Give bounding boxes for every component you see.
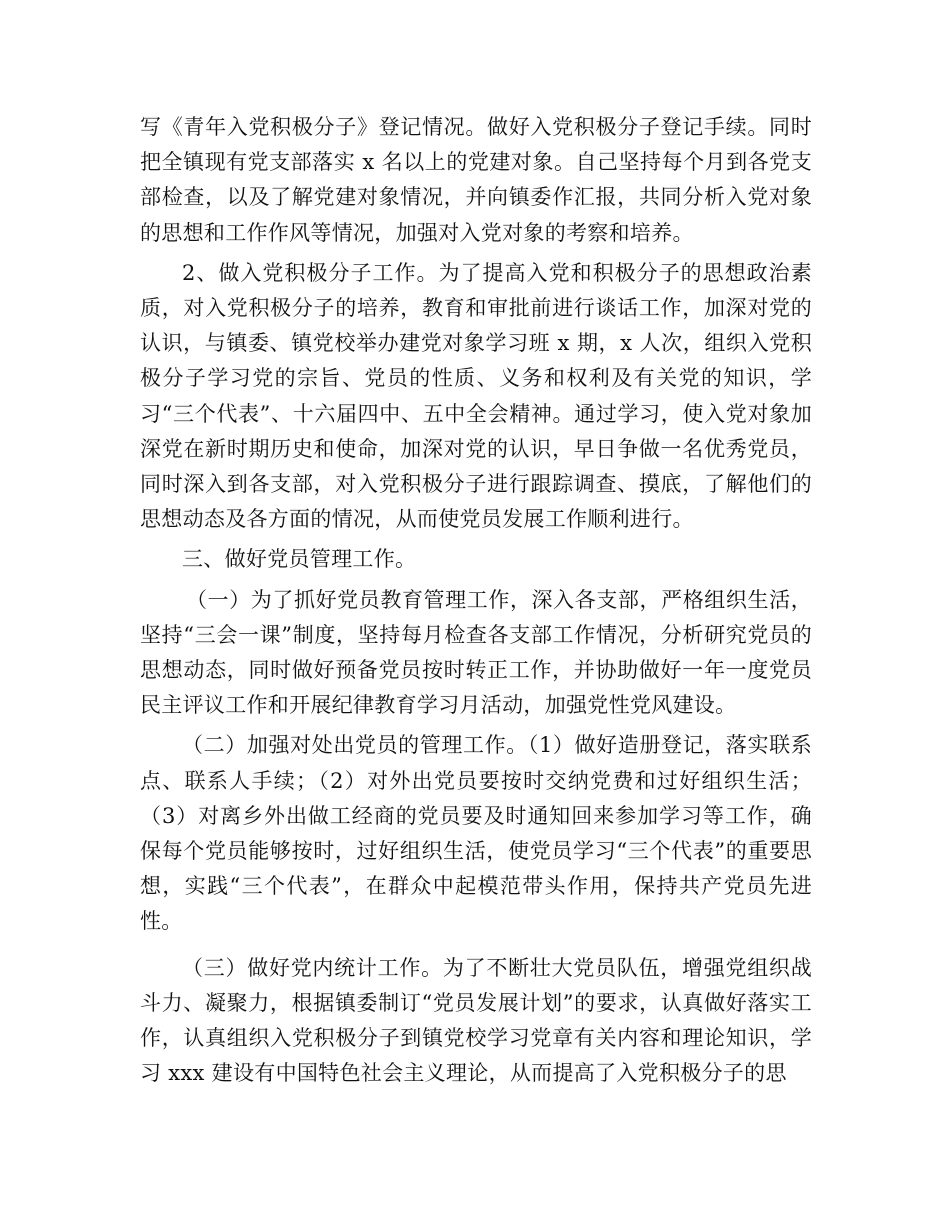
paragraph-continuation: 写《青年入党积极分子》登记情况。做好入党积极分子登记手续。同时把全镇现有党支部落实 x 名以上的党建对象。自己坚持每个月到各党支部检查，以及了解党建对象情况，并向镇委作汇报，共同分析入党对象的思想和工作作风等情况，加强对入党对象的考察和培养。 — [140, 115, 812, 245]
paragraph-party-statistics: （三）做好党内统计工作。为了不断壮大党员队伍，增强党组织战斗力、凝聚力，根据镇委制订“党员发展计划”的要求，认真做好落实工作，认真组织入党积极分子到镇党校学习党章有关内容和理论知识，学习 xxx 建设有中国特色社会主义理论，从而提高了入党积极分子的思 — [140, 955, 812, 1086]
paragraph-activist-work: 2、做入党积极分子工作。为了提高入党和积极分子的思想政治素质，对入党积极分子的培养，教育和审批前进行谈话工作，加深对党的认识，与镇委、镇党校举办建党对象学习班 x 期，x 人次，组织入党积极分子学习党的宗旨、党员的性质、义务和权利及有关党的知识，学习“三个代表”、十六届四中、五中全会精神。通过学习，使入党对象加深党在新时期历史和使命，加深对党的认识，早日争做一名优秀党员，同时深入到各支部，对入党积极分子进行跟踪调查、摸底，了解他们的思想动态及各方面的情况，从而使党员发展工作顺利进行。 — [140, 260, 812, 532]
section-heading-member-management: 三、做好党员管理工作。 — [182, 547, 417, 572]
paragraph-outgoing-members: （二）加强对处出党员的管理工作。（1）做好造册登记，落实联系点、联系人手续；（2）对外出党员要按时交纳党费和过好组织生活；（3）对离乡外出做工经商的党员要及时通知回来参加学习等工作，确保每个党员能够按时，过好组织生活，使党员学习“三个代表”的重要思想，实践“三个代表”，在群众中起模范带头作用，保持共产党员先进性。 — [140, 733, 812, 934]
paragraph-member-education: （一）为了抓好党员教育管理工作，深入各支部，严格组织生活，坚持“三会一课”制度，坚持每月检查各支部工作情况，分析研究党员的思想动态，同时做好预备党员按时转正工作，并协助做好一年一度党员民主评议工作和开展纪律教育学习月活动，加强党性党风建设。 — [140, 587, 812, 718]
document-body — [140, 110, 812, 1091]
